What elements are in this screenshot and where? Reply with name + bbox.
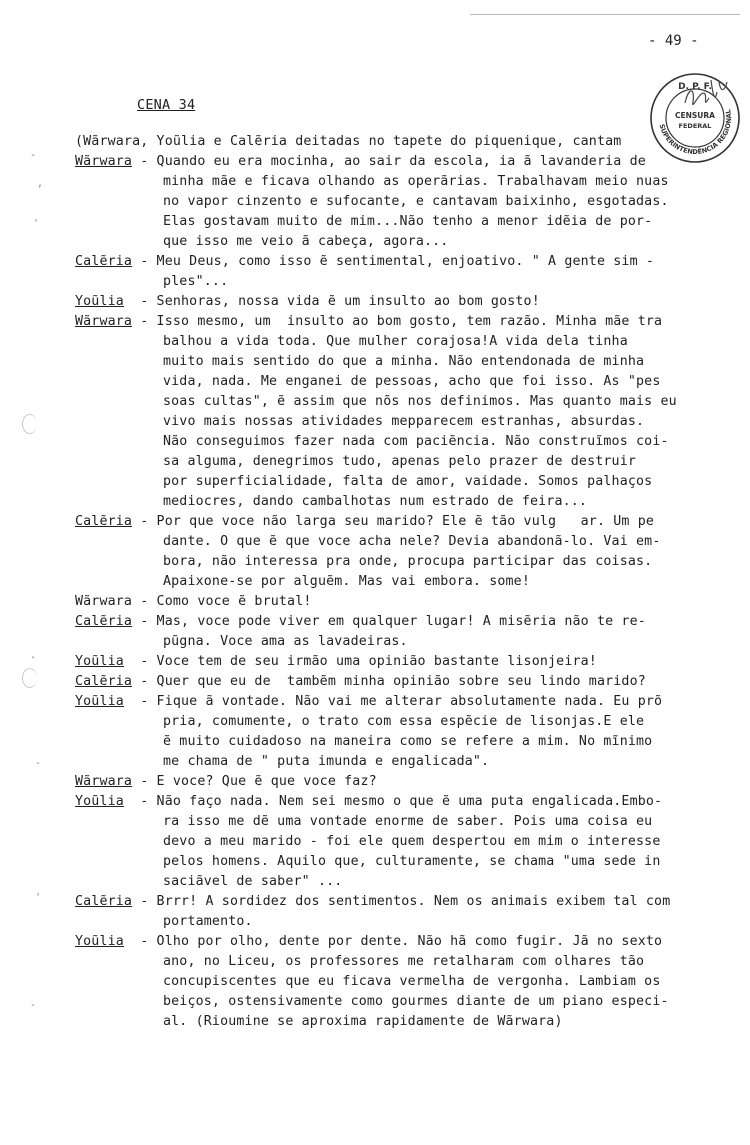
speaker-name: Yoũlia xyxy=(75,694,124,709)
script-line xyxy=(163,432,669,452)
line-text: ẽ muito cuidadoso na maneira como se refere a mim. No mĩnimo xyxy=(163,734,653,749)
script-line xyxy=(75,592,312,612)
line-text: sa alguma, denegrimos tudo, apenas pelo prazer de destruir xyxy=(163,454,637,469)
line-text: ra isso me dẽ uma vontade enorme de saber. Pois uma coisa eu xyxy=(163,814,653,829)
page-number: - 49 - xyxy=(648,33,699,49)
line-text: vivo mais nossas atividades mepparecem estranhas, absurdas. xyxy=(163,414,645,429)
line-text: bora, não interessa pra onde, procupa participar das coisas. xyxy=(163,554,653,569)
line-text: al. (Rioumine se aproxima rapidamente de Wãrwara) xyxy=(163,1014,563,1029)
line-text: - Brrr! A sordidez dos sentimentos. Nem os animais exibem tal com xyxy=(132,894,671,909)
censorship-stamp xyxy=(645,68,745,168)
script-line xyxy=(163,392,677,412)
line-text: - E voce? Que ẽ que voce faz? xyxy=(132,774,377,789)
script-line xyxy=(75,692,662,712)
line-text: pria, comumente, o trato com essa espẽcie de lisonjas.E ele xyxy=(163,714,645,729)
script-line xyxy=(163,992,669,1012)
speaker-name: Wãrwara xyxy=(75,774,133,789)
line-text: - Quando eu era mocinha, ao sair da escola, ia ã lavanderia de xyxy=(132,154,646,169)
script-line xyxy=(163,272,228,292)
line-text: no vapor cinzento e sufocante, e cantavam baixinho, esgotadas. xyxy=(163,194,669,209)
line-text: muito mais sentido do que a minha. Não entendonada de minha xyxy=(163,354,645,369)
stamp-center-line1: CENSURA xyxy=(675,111,715,120)
speaker-name: Wãrwara xyxy=(75,154,133,169)
script-line xyxy=(75,132,621,152)
script-line xyxy=(163,912,253,932)
script-line xyxy=(163,212,652,232)
stamp-letters: D. P. F. xyxy=(678,82,712,92)
script-line xyxy=(163,352,644,372)
script-line xyxy=(163,412,644,432)
script-line xyxy=(163,372,660,392)
speaker-name: Wãrwara xyxy=(75,594,133,609)
script-line xyxy=(163,812,652,832)
speaker-name: Calẽria xyxy=(75,614,133,629)
script-line xyxy=(163,472,652,492)
margin-dot: . xyxy=(30,650,37,661)
line-text: Apaixone-se por alguẽm. Mas vai embora. some! xyxy=(163,574,530,589)
line-text: beiços, ostensivamente como gourmes diante de um piano especi- xyxy=(163,994,669,1009)
script-line xyxy=(75,512,654,532)
stamp-center-line2: FEDERAL xyxy=(678,122,712,130)
line-text: pelos homens. Aquilo que, culturamente, se chama "uma sede in xyxy=(163,854,661,869)
script-line xyxy=(75,792,662,812)
punch-hole-mark xyxy=(22,668,37,688)
script-line xyxy=(163,712,644,732)
line-text: (Wãrwara, Yoũlia e Calẽria deitadas no tapete do piquenique, cantam xyxy=(75,134,622,149)
line-text: dante. O que ẽ que voce acha nele? Devia abandonã-lo. Vai em- xyxy=(163,534,661,549)
script-line xyxy=(163,632,408,652)
speaker-name: Yoũlia xyxy=(75,294,124,309)
script-line xyxy=(163,192,669,212)
line-text: devo a meu marido - foi ele quem despertou em mim o interesse xyxy=(163,834,661,849)
line-text: Não conseguimos fazer nada com paciẽncia. Não construĩmos coi- xyxy=(163,434,669,449)
margin-dot: , xyxy=(37,178,44,189)
line-text: - Meu Deus, como isso ẽ sentimental, enjoativo. " A gente sim - xyxy=(132,254,655,269)
line-text: ples"... xyxy=(163,274,229,289)
script-line xyxy=(163,752,489,772)
margin-dot: - xyxy=(30,1000,37,1011)
top-rule xyxy=(470,14,740,15)
script-line xyxy=(75,152,646,172)
line-text: balhou a vida toda. Que mulher corajosa!A vida dela tinha xyxy=(163,334,628,349)
script-line xyxy=(163,572,530,592)
line-text: - Por que voce não larga seu marido? Ele ẽ tão vulg ar. Um pe xyxy=(132,514,655,529)
speaker-name: Wãrwara xyxy=(75,314,133,329)
line-text: - Fique ã vontade. Não vai me alterar absolutamente nada. Eu prõ xyxy=(123,694,663,709)
script-line xyxy=(163,1012,563,1032)
script-line xyxy=(163,532,660,552)
script-line xyxy=(163,172,669,192)
line-text: - Como voce ẽ brutal! xyxy=(132,594,312,609)
line-text: - Senhoras, nossa vida ẽ um insulto ao bom gosto! xyxy=(123,294,540,309)
margin-dot: - xyxy=(35,758,42,769)
script-line xyxy=(75,292,540,312)
script-line xyxy=(75,672,646,692)
script-line xyxy=(75,252,654,272)
script-line xyxy=(163,852,660,872)
script-line xyxy=(163,872,342,892)
script-line xyxy=(163,832,660,852)
line-text: vida, nada. Me enganei de pessoas, acho que foi isso. As "pes xyxy=(163,374,661,389)
line-text: me chama de " puta imunda e engalicada". xyxy=(163,754,490,769)
line-text: mediocres, dando cambalhotas num estrado de feira... xyxy=(163,494,588,509)
line-text: - Quer que eu de tambẽm minha opinião sobre seu lindo marido? xyxy=(132,674,646,689)
margin-dot: ' xyxy=(33,218,40,229)
speaker-name: Yoũlia xyxy=(75,934,124,949)
script-line xyxy=(75,892,670,912)
line-text: soas cultas", ẽ assim que nõs nos definimos. Mas quanto mais eu xyxy=(163,394,677,409)
script-line xyxy=(163,332,628,352)
line-text: concupiscentes que eu ficava vermelha de vergonha. Lambiam os xyxy=(163,974,661,989)
script-line xyxy=(75,772,377,792)
line-text: que isso me veio ã cabeça, agora... xyxy=(163,234,449,249)
script-line xyxy=(163,492,587,512)
speaker-name: Calẽria xyxy=(75,254,133,269)
script-line xyxy=(163,732,652,752)
speaker-name: Calẽria xyxy=(75,514,133,529)
line-text: - Voce tem de seu irmão uma opinião bastante lisonjeira! xyxy=(123,654,597,669)
script-line xyxy=(75,652,597,672)
stamp-ring-text: SUPERINTENDÊNCIA REGIONAL xyxy=(657,108,734,157)
speaker-name: Calẽria xyxy=(75,674,133,689)
line-text: ano, no Liceu, os professores me retalharam com olhares tão xyxy=(163,954,645,969)
punch-hole-mark xyxy=(22,414,37,434)
speaker-name: Yoũlia xyxy=(75,794,124,809)
line-text: - Isso mesmo, um insulto ao bom gosto, tem razão. Minha mãe tra xyxy=(132,314,663,329)
line-text: portamento. xyxy=(163,914,253,929)
line-text: pũgna. Voce ama as lavadeiras. xyxy=(163,634,408,649)
line-text: - Não faço nada. Nem sei mesmo o que ẽ uma puta engalicada.Embo- xyxy=(123,794,663,809)
speaker-name: Yoũlia xyxy=(75,654,124,669)
line-text: - Mas, voce pode viver em qualquer lugar! A misẽria não te re- xyxy=(132,614,646,629)
line-text: por superficialidade, falta de amor, vaidade. Somos palhaços xyxy=(163,474,653,489)
script-line xyxy=(75,932,662,952)
script-line xyxy=(75,312,662,332)
scene-title: CENA 34 xyxy=(137,97,196,113)
script-line xyxy=(163,452,636,472)
margin-dot: ' xyxy=(35,892,42,903)
margin-dot: - xyxy=(30,150,37,161)
line-text: Elas gostavam muito de mim...Não tenho a menor idẽia de por- xyxy=(163,214,653,229)
line-text: - Olho por olho, dente por dente. Não hã como fugir. Jã no sexto xyxy=(123,934,663,949)
script-line xyxy=(163,952,644,972)
script-line xyxy=(163,232,448,252)
script-line xyxy=(163,972,660,992)
speaker-name: Calẽria xyxy=(75,894,133,909)
line-text: minha mãe e ficava olhando as operãrias. Trabalhavam meio nuas xyxy=(163,174,669,189)
script-line xyxy=(75,612,646,632)
script-line xyxy=(163,552,652,572)
line-text: saciãvel de saber" ... xyxy=(163,874,343,889)
